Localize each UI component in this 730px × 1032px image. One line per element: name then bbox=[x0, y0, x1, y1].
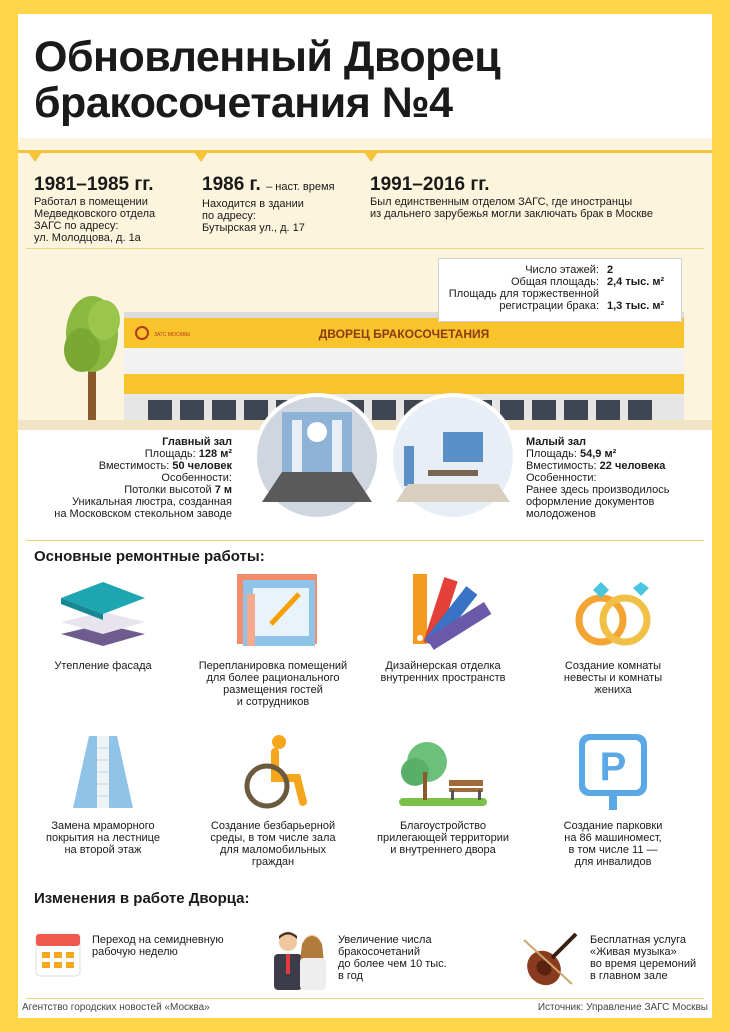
layers-icon bbox=[53, 572, 153, 652]
timeline-item: 1981–1985 гг. Работал в помещении Медведковского отдела ЗАГС по адресу: ул. Молодцова, д. 1а bbox=[34, 174, 156, 244]
divider bbox=[26, 540, 704, 541]
park-bench-icon bbox=[393, 732, 493, 812]
timeline-marker bbox=[194, 152, 208, 162]
work-item: Создание комнаты невесты и комнаты жениха bbox=[528, 572, 698, 696]
work-item: Утепление фасада bbox=[18, 572, 188, 672]
timeline-item: 1991–2016 гг. Был единственным отделом ЗАГС, где иностранцы из дальнего зарубежья могли заключать брак в Москве bbox=[370, 174, 654, 220]
divider bbox=[26, 248, 704, 249]
calendar-icon bbox=[34, 928, 82, 978]
violin-icon bbox=[518, 928, 582, 992]
staircase-icon bbox=[53, 732, 153, 812]
timeline-marker bbox=[364, 152, 378, 162]
rings-icon bbox=[563, 572, 663, 652]
parking-icon bbox=[563, 732, 663, 812]
palette-icon bbox=[393, 572, 493, 652]
work-item: Замена мраморного покрытия на лестнице на второй этаж bbox=[18, 732, 188, 856]
page-title: Обновленный Дворец бракосочетания №4 bbox=[34, 33, 501, 127]
building-stats: Число этажей: 2 Общая площадь: 2,4 тыс. м² Площадь для торжественной регистрации брака: 1,3 тыс. м² bbox=[438, 258, 682, 322]
changes-heading: Изменения в работе Дворца: bbox=[34, 890, 250, 907]
wheelchair-icon bbox=[223, 732, 323, 812]
divider bbox=[26, 998, 704, 999]
change-item: Переход на семидневную рабочую неделю bbox=[34, 934, 264, 958]
small-hall-info: Малый зал Площадь: 54,9 м² Вместимость: 22 человека Особенности: Ранее здесь производилось оформление документов молодоженов bbox=[526, 436, 670, 520]
work-item: Создание безбарьерной среды, в том числе зала для маломобильных граждан bbox=[188, 732, 358, 868]
infographic bbox=[18, 14, 712, 1018]
footer-source: Источник: Управление ЗАГС Москвы bbox=[537, 1002, 708, 1013]
timeline-item: 1986 г. – наст. время Находится в здании по адресу: Бутырская ул., д. 17 bbox=[202, 174, 335, 234]
main-hall-illustration bbox=[252, 392, 382, 522]
work-item: Перепланировка помещений для более рационального размещения гостей и сотрудников bbox=[188, 572, 358, 708]
small-hall-illustration bbox=[388, 392, 518, 522]
works-heading: Основные ремонтные работы: bbox=[34, 548, 265, 565]
couple-icon bbox=[268, 928, 332, 992]
main-hall-info: Главный зал Площадь: 128 м² Вместимость: 50 человек Особенности: Потолки высотой 7 м Уникальная люстра, созданная на Московском стекольном заводе bbox=[54, 436, 232, 520]
footer-agency: Агентство городских новостей «Москва» bbox=[22, 1002, 210, 1013]
blueprint-icon bbox=[223, 572, 323, 652]
svg-text:P: P bbox=[599, 745, 627, 789]
timeline-marker bbox=[28, 152, 42, 162]
work-item: Благоустройство прилегающей территории и внутреннего двора bbox=[358, 732, 528, 856]
work-item: P Создание парковки на 86 машиномест, в том числе 11 — для инвалидов bbox=[528, 732, 698, 868]
building-sign: ДВОРЕЦ БРАКОСОЧЕТАНИЯ bbox=[318, 327, 490, 341]
logo-text: ЗАГС МОСКВЫ bbox=[154, 332, 191, 338]
change-item: Бесплатная услуга «Живая музыка» во время церемоний в главном зале bbox=[518, 934, 708, 982]
work-item: Дизайнерская отделка внутренних пространств bbox=[358, 572, 528, 684]
change-item: Увеличение числа бракосочетаний до более чем 10 тыс. в год bbox=[268, 934, 478, 982]
